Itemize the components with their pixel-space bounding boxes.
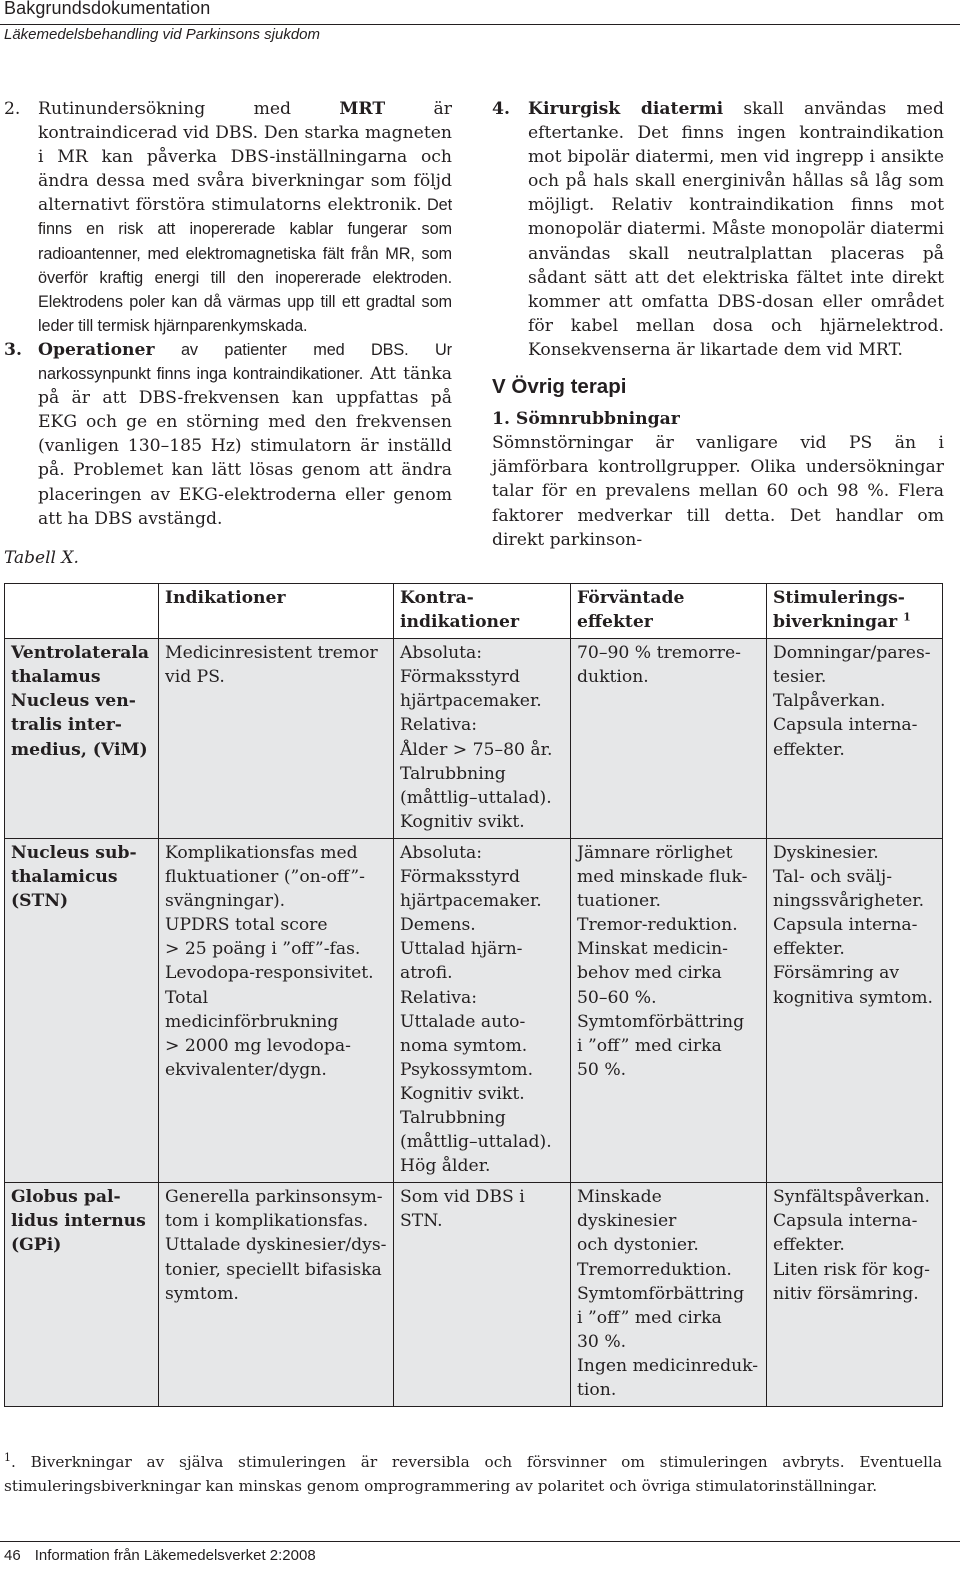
cell-line: kognitiva symtom. <box>773 987 933 1008</box>
cell-line: effekter. <box>773 939 845 960</box>
cell-line: ningssvårigheter. <box>773 891 925 912</box>
cell-line: Hög ålder. <box>400 1156 491 1177</box>
row-header-target <box>5 1183 159 1407</box>
dbs-table <box>4 583 943 1407</box>
page-footer <box>4 1547 316 1564</box>
cell-line: Tremorreduktion. <box>577 1259 732 1280</box>
cell-line: Minskat medicin- <box>577 939 728 960</box>
table-corner-cell <box>5 584 159 639</box>
list-number: 2. <box>4 99 21 119</box>
cell-indikationer <box>159 838 394 1182</box>
cell-line: 50–60 %. <box>577 987 657 1008</box>
row-header-target <box>5 639 159 839</box>
cell-line: svängningar). <box>165 891 286 912</box>
cell-line: Ventrolaterala <box>11 643 150 664</box>
cell-effekter <box>571 838 767 1182</box>
cell-line: 50 %. <box>577 1059 627 1080</box>
publication-name: Information från Läkemedelsverket 2:2008 <box>34 1547 316 1564</box>
cell-line: tralis inter- <box>11 715 122 736</box>
paragraph: Sömnstörningar är vanligare vid PS än i jämförbara kontrollgrupper. Olika undersökningar talar för en prevalens mellan 60 och 98 %. Flera faktorer medverkar till detta. Det handlar om direkt parkinson- <box>492 433 944 550</box>
header-line: Stimulerings- <box>773 588 905 608</box>
cell-kontraindikationer <box>394 639 571 839</box>
list-number: 4. <box>492 99 510 119</box>
subsection-heading: 1. Sömnrubbningar <box>492 409 680 430</box>
cell-kontraindikationer <box>394 1183 571 1407</box>
cell-line: Generella parkinsonsym- <box>165 1187 383 1208</box>
cell-line: Relativa: <box>400 987 478 1008</box>
cell-line: Uttalade dyskinesier/dys- <box>165 1235 387 1256</box>
cell-line: Talrubbning <box>400 763 506 784</box>
cell-line: Symtomförbättring <box>577 1011 745 1032</box>
cell-line: Demens. <box>400 915 476 936</box>
cell-line: Uttalad hjärn- <box>400 939 523 960</box>
cell-indikationer <box>159 639 394 839</box>
header-line: Kontra- <box>400 588 474 608</box>
cell-line: Absoluta: <box>400 842 483 863</box>
cell-line: tuationer. <box>577 891 662 912</box>
cell-line: 30 %. <box>577 1331 627 1352</box>
text-run: Att tänka på är att DBS-frekvensen kan uppfattas på EKG och ge en störning med den frekvensen (vanligen 130–185 Hz) stimulatorn är inställd på. Problemet kan lätt lösas genom att ändra placeringen av EKG-elektroderna eller genom att ha DBS avstängd. <box>38 364 452 529</box>
cell-indikationer <box>159 1183 394 1407</box>
cell-line: Talrubbning <box>400 1107 506 1128</box>
cell-line: fluktuationer (”on-off”- <box>165 867 365 888</box>
header-line: indikationer <box>400 612 520 633</box>
cell-line: Kognitiv svikt. <box>400 811 525 832</box>
row-header-target <box>5 838 159 1182</box>
cell-line: Total medicinförbrukning <box>165 987 339 1032</box>
cell-effekter <box>571 639 767 839</box>
cell-line: UPDRS total score <box>165 915 328 936</box>
cell-line: thalamicus <box>11 867 118 888</box>
cell-line: Försämring av <box>773 963 900 984</box>
cell-line: thalamus <box>11 667 101 688</box>
cell-line: vid PS. <box>165 667 225 688</box>
cell-effekter <box>571 1183 767 1407</box>
table-row <box>5 1183 943 1407</box>
cell-line: (GPi) <box>11 1235 62 1256</box>
cell-line: Komplikationsfas med <box>165 842 358 863</box>
cell-line: i ”off” med cirka <box>577 1035 722 1056</box>
column-header-biverkningar <box>767 584 943 639</box>
list-item-4 <box>492 97 944 362</box>
list-item-body <box>38 338 452 531</box>
document-header-title: Bakgrundsdokumentation <box>4 0 211 18</box>
cell-line: tesier. <box>773 667 827 688</box>
cell-line: effekter. <box>773 739 845 760</box>
cell-line: Relativa: <box>400 715 478 736</box>
cell-line: Kognitiv svikt. <box>400 1083 525 1104</box>
cell-line: Talpåverkan. <box>773 691 886 712</box>
header-line <box>773 610 936 634</box>
list-item-2 <box>4 97 452 338</box>
footnote-text: . Biverkningar av själva stimuleringen är reversibla och försvinner om stimuleringen avbryts. Eventuella stimuleringsbiverkningar kan minskas genom omprogrammering av polaritet och övriga stimulatorinställningar. <box>4 1453 942 1495</box>
cell-line: Förmaksstyrd <box>400 667 520 688</box>
cell-line: Tal- och svälj- <box>773 867 893 888</box>
cell-line: Globus pal- <box>11 1187 121 1208</box>
cell-biverkningar <box>767 838 943 1182</box>
list-item-3 <box>4 338 452 531</box>
cell-line: hjärtpacemaker. <box>400 691 542 712</box>
cell-line: hjärtpacemaker. <box>400 891 542 912</box>
cell-line: Minskade dyskinesier <box>577 1187 677 1232</box>
column-header-effekter: Förväntade effekter <box>571 584 767 639</box>
cell-line: noma symtom. <box>400 1035 528 1056</box>
header-divider <box>0 24 960 25</box>
cell-line: 70–90 % tremorre- <box>577 643 741 664</box>
cell-biverkningar <box>767 639 943 839</box>
cell-line: Medicinresistent tremor <box>165 643 378 664</box>
cell-line: effekter. <box>773 1235 845 1256</box>
cell-line: tion. <box>577 1380 617 1400</box>
text-run: Rutinundersökning med <box>38 99 340 119</box>
cell-line: (måttlig–uttalad). <box>400 787 552 808</box>
cell-line: Ålder > 75–80 år. <box>400 739 553 760</box>
bold-term: MRT <box>339 99 386 119</box>
list-item-body <box>528 97 944 362</box>
cell-line: atrofi. <box>400 963 453 984</box>
cell-line: (måttlig–uttalad). <box>400 1132 552 1153</box>
list-number: 3. <box>4 339 22 360</box>
document-header-subtitle: Läkemedelsbehandling vid Parkinsons sjukdom <box>4 26 321 43</box>
cell-line: Synfältspåverkan. <box>773 1187 930 1208</box>
cell-line: Symtomförbättring <box>577 1283 745 1304</box>
cell-line: symtom. <box>165 1283 239 1304</box>
cell-line: Liten risk för kog- <box>773 1259 930 1280</box>
text-run-sans: av patienter med DBS. Ur narkossynpunkt finns inga kontraindikationer. <box>38 340 452 384</box>
section-heading: V Övrig terapi <box>492 375 627 399</box>
cell-line: och dystonier. <box>577 1235 699 1256</box>
column-header-indikationer: Indikationer <box>159 584 394 639</box>
text-run-sans: Det finns en risk att inopererade kablar fungerar som radioantenner, med elektromagnetiska fält från MR, som överför kraftig energi till den inopererade elektroden. Elektrodens poler kan då värmas upp till ett gradtal som leder till termisk hjärnparenkymskada. <box>38 196 452 335</box>
cell-line: Capsula interna- <box>773 1211 918 1232</box>
table-footnote <box>4 1450 942 1498</box>
page-number: 46 <box>4 1547 21 1564</box>
cell-line: Uttalade auto- <box>400 1011 526 1032</box>
table-row <box>5 639 943 839</box>
cell-line: Jämnare rörlighet <box>577 842 733 863</box>
cell-line: Capsula interna- <box>773 915 918 936</box>
cell-line: (STN) <box>11 891 69 912</box>
cell-line: Som vid DBS i <box>400 1187 525 1208</box>
cell-line: med minskade fluk- <box>577 867 748 888</box>
cell-line: Ingen medicinreduk- <box>577 1355 759 1376</box>
cell-line: Tremor-reduktion. <box>577 915 738 936</box>
cell-line: Nucleus sub- <box>11 842 137 863</box>
left-column <box>4 97 452 531</box>
cell-line: i ”off” med cirka <box>577 1307 722 1328</box>
cell-line: > 2000 mg levodopa- <box>165 1035 351 1056</box>
cell-line: > 25 poäng i ”off”-fas. <box>165 939 361 960</box>
right-column <box>492 97 944 552</box>
cell-line: Domningar/pares- <box>773 643 931 664</box>
footnote-number: 1 <box>4 1450 11 1464</box>
column-header-kontraindikationer <box>394 584 571 639</box>
header-text: biverkningar <box>773 612 898 633</box>
table-header-row <box>5 584 943 639</box>
cell-kontraindikationer <box>394 838 571 1182</box>
cell-line: nitiv försämring. <box>773 1283 919 1304</box>
cell-line: tom i komplikationsfas. <box>165 1211 369 1232</box>
bold-term: Operationer <box>38 339 155 360</box>
bold-term: Kirurgisk diatermi <box>528 99 724 119</box>
footnote-marker: 1 <box>903 610 911 624</box>
cell-line: ekvivalenter/dygn. <box>165 1059 327 1080</box>
cell-line: Levodopa-responsivitet. <box>165 963 374 984</box>
cell-line: lidus internus <box>11 1211 146 1232</box>
cell-line: behov med cirka <box>577 963 722 984</box>
cell-line: Capsula interna- <box>773 715 918 736</box>
table-caption: Tabell X. <box>4 548 79 568</box>
table-row <box>5 838 943 1182</box>
cell-line: Psykossymtom. <box>400 1059 534 1080</box>
cell-biverkningar <box>767 1183 943 1407</box>
text-run: skall användas med eftertanke. Det finns ingen kontraindikation mot bipolär diatermi, men vid ingrepp i ansikte och på hals skall energinivån hållas så låg som möjligt. Relativ kontraindikation finns mot monopolär diatermi. Måste monopolär diatermi användas skall neutralplattan placeras på sådant sätt att det elektriska fältet inte direkt kommer att omfatta DBS-dosan eller området för kabel mellan dosa och hjärnelektrod. Konsekvenserna är likartade dem vid MRT. <box>528 99 944 360</box>
cell-line: Förmaksstyrd <box>400 867 520 888</box>
cell-line: tonier, speciellt bifasiska <box>165 1259 382 1280</box>
cell-line: duktion. <box>577 667 649 688</box>
list-item-body <box>38 97 452 338</box>
cell-line: medius, (ViM) <box>11 739 148 760</box>
footer-divider <box>0 1541 960 1542</box>
cell-line: STN. <box>400 1211 443 1232</box>
cell-line: Nucleus ven- <box>11 691 136 712</box>
cell-line: Absoluta: <box>400 643 483 664</box>
text-run: är kontraindicerad vid DBS. Den starka magneten i MR kan påverka DBS-inställningarna och ändra dessa med svåra biverkningar som följd alternativt förstöra stimulatorns elektronik. <box>38 99 452 216</box>
cell-line: Dyskinesier. <box>773 842 879 863</box>
